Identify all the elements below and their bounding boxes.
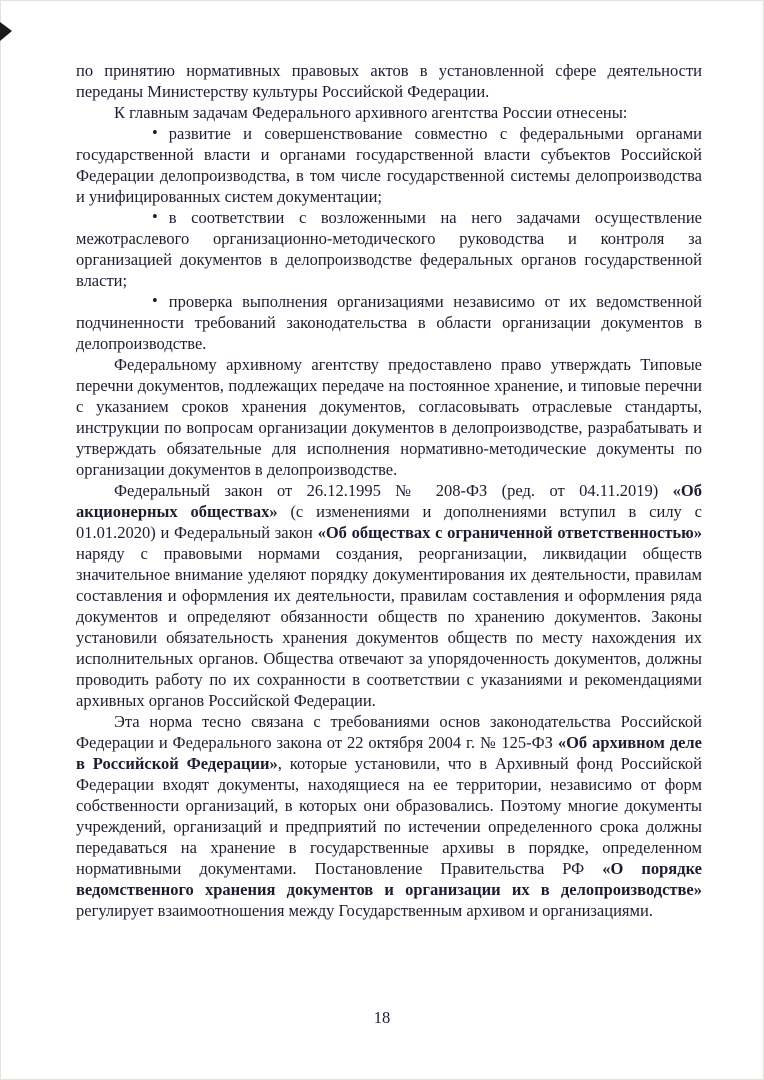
text-run: по принятию нормативных правовых актов в установленной сфере деятельности переданы Министерству культуры Российской Федерации.: [76, 61, 702, 101]
paragraph: [76, 60, 702, 102]
text-run: Эта норма тесно связана с требованиями основ законодательства Российской Федерации и Федерального закона от 22 октября 2004 г. № 125-ФЗ: [76, 712, 702, 752]
text-run: Федеральный закон от 26.12.1995 № 208-ФЗ (ред. от 04.11.2019): [114, 481, 673, 500]
bullet-icon: •: [152, 207, 158, 226]
text-run: развитие и совершенствование совместно с федеральными органами государственной власти и органами государственной власти субъектов Российской Федерации делопроизводства, в том числе государственной системы делопроизводства и унифицированных систем документации;: [76, 124, 702, 206]
text-run: в соответствии с возложенными на него задачами осуществление межотраслевого организационно-методического руководства и контроля за организацией документов в делопроизводстве федеральных органов государственной власти;: [76, 208, 702, 290]
bullet-paragraph: [76, 123, 702, 207]
paragraph: [76, 354, 702, 480]
text-run: К главным задачам Федерального архивного агентства России отнесены:: [114, 103, 628, 122]
bullet-icon: •: [152, 123, 158, 142]
bullet-paragraph: [76, 291, 702, 354]
bold-text-run: «Об обществах с ограниченной ответственностью»: [317, 523, 703, 542]
paragraph: [76, 102, 702, 123]
bullet-paragraph: [76, 207, 702, 291]
bullet-icon: •: [152, 291, 158, 310]
page-number: 18: [373, 1008, 391, 1027]
text-run: наряду с правовыми нормами создания, реорганизации, ликвидации обществ значительное внимание уделяют порядку документирования их деятельности, правилам составления и оформления их деятельности, правилам составления и оформления ряда документов и определяют обязанности обществ по хранению документов. Законы установили обязательность хранения документов обществ по месту нахождения их исполнительных органов. Общества отвечают за упорядоченность документов, должны проводить работу по их сохранности в соответствии с указаниями и рекомендациями архивных органов Российской Федерации.: [76, 544, 702, 710]
bold-text-run: «Об архивном деле в Российской Федерации»: [76, 733, 702, 773]
text-run: (с изменениями и дополнениями вступил в силу с 01.01.2020) и Федеральный закон: [76, 502, 702, 542]
text-run: , которые установили, что в Архивный фонд Российской Федерации входят документы, находящиеся на ее территории, независимо от форм собственности организаций, в которых они образовались. Поэтому многие документы учреждений, организаций и предприятий по истечении определенного срока должны передаваться на хранение в государственные архивы в порядке, определенном нормативными документами. Постановление Правительства РФ: [76, 754, 702, 878]
text-run: проверка выполнения организациями независимо от их ведомственной подчиненности требований законодательства в области организации документов в делопроизводстве.: [76, 292, 702, 353]
paragraph: [76, 711, 702, 921]
document-body: [76, 60, 702, 921]
text-run: Федеральному архивному агентству предоставлено право утверждать Типовые перечни документов, подлежащих передаче на постоянное хранение, и типовые перечни с указанием сроков хранения документов, согласовывать отраслевые стандарты, инструкции по вопросам организации документов в делопроизводстве, разрабатывать и утверждать обязательные для исполнения нормативно-методические документы по организации документов в делопроизводстве.: [76, 355, 702, 479]
bold-text-run: «О порядке ведомственного хранения документов и организации их в делопроизводстве»: [76, 859, 702, 899]
scan-artifact-icon: [0, 22, 12, 41]
paragraph: [76, 480, 702, 711]
bold-text-run: «Об акционерных обществах»: [76, 481, 702, 521]
text-run: регулирует взаимоотношения между Государственным архивом и организациями.: [76, 901, 653, 920]
